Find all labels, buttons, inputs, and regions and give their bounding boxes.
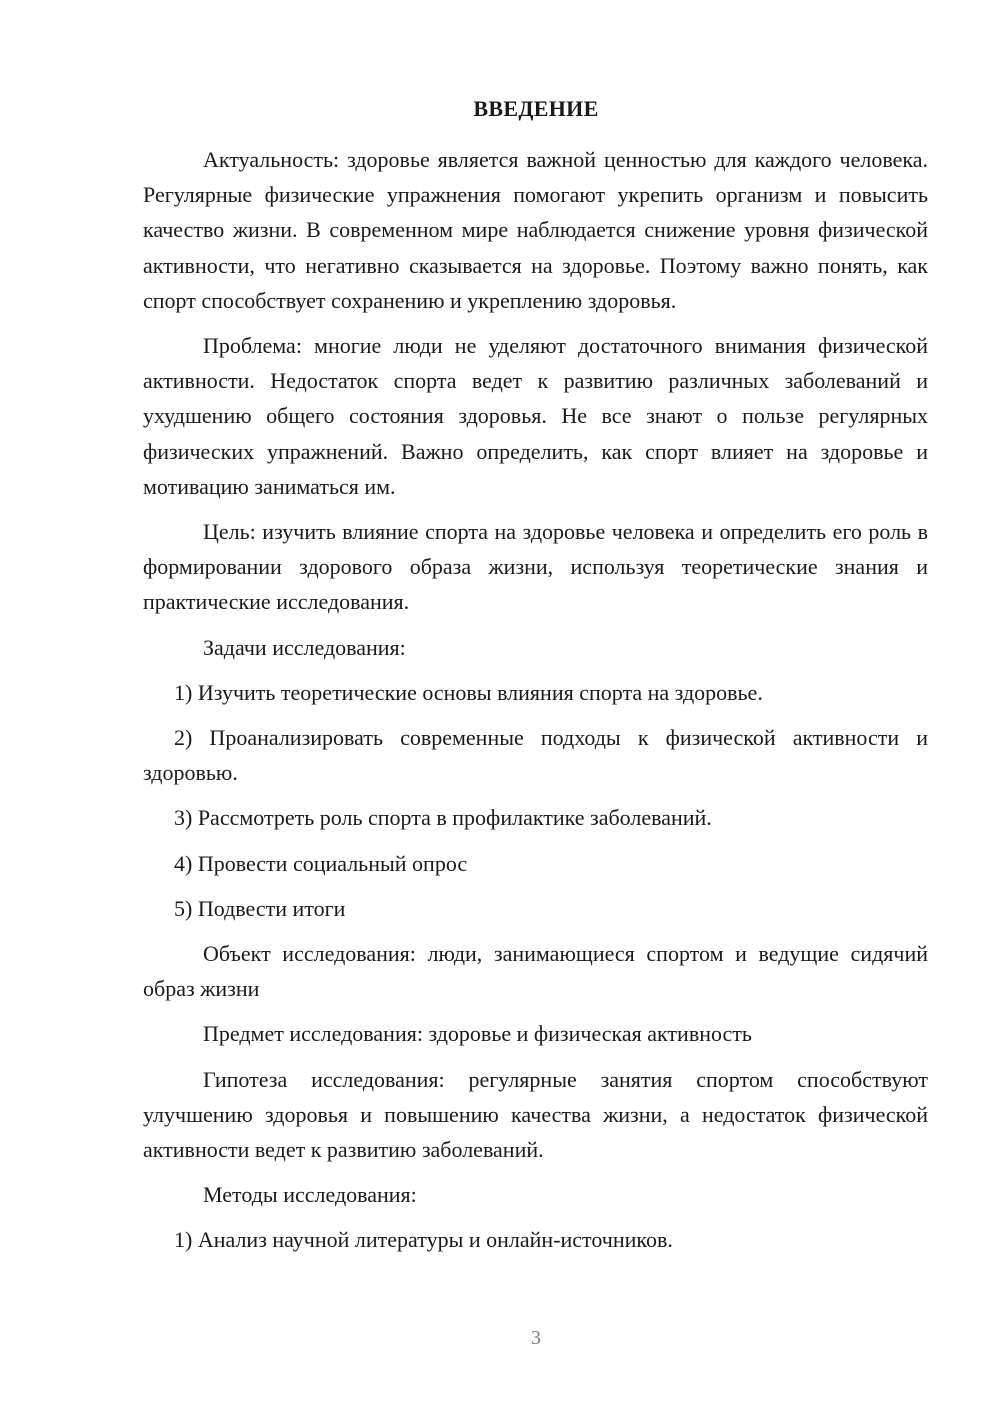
paragraph-problem: Проблема: многие люди не уделяют достаточного внимания физической активности. Недостаток спорта ведет к развитию различных заболеваний и ухудшению общего состояния здоровья. Не все знают о пользе регулярных физических упражнений. Важно определить, как спорт влияет на здоровье и мотивацию заниматься им. — [143, 333, 928, 499]
list-item-task-2: 2) Проанализировать современные подходы к физической активности и здоровью. — [143, 725, 928, 786]
paragraph-relevance: Актуальность: здоровье является важной ценностью для каждого человека. Регулярные физические упражнения помогают укрепить организм и повысить качество жизни. В современном мире наблюдается снижение уровня физической активности, что негативно сказывается на здоровье. Поэтому важно понять, как спорт способствует сохранению и укреплению здоровья. — [143, 147, 928, 313]
page-title: ВВЕДЕНИЕ — [473, 96, 599, 121]
page-number: 3 — [531, 1327, 541, 1349]
paragraph-tasks-heading: Задачи исследования: — [203, 634, 406, 660]
list-item-task-3: 3) Рассмотреть роль спорта в профилактике заболеваний. — [174, 805, 712, 831]
paragraph-object: Объект исследования: люди, занимающиеся спортом и ведущие сидячий образ жизни — [143, 941, 928, 1002]
paragraph-hypothesis: Гипотеза исследования: регулярные занятия спортом способствуют улучшению здоровья и повышению качества жизни, а недостаток физической активности ведет к развитию заболеваний. — [143, 1066, 928, 1163]
paragraph-goal: Цель: изучить влияние спорта на здоровье человека и определить его роль в формировании здорового образа жизни, используя теоретические знания и практические исследования. — [143, 519, 928, 615]
list-item-task-5: 5) Подвести итоги — [174, 895, 346, 921]
paragraph-methods-heading: Методы исследования: — [203, 1182, 417, 1208]
document-body — [143, 142, 928, 1268]
list-item-method-1: 1) Анализ научной литературы и онлайн-источников. — [174, 1227, 673, 1253]
paragraph-subject: Предмет исследования: здоровье и физическая активность — [203, 1021, 752, 1047]
list-item-task-4: 4) Провести социальный опрос — [174, 850, 468, 876]
list-item-task-1: 1) Изучить теоретические основы влияния спорта на здоровье. — [174, 679, 763, 705]
